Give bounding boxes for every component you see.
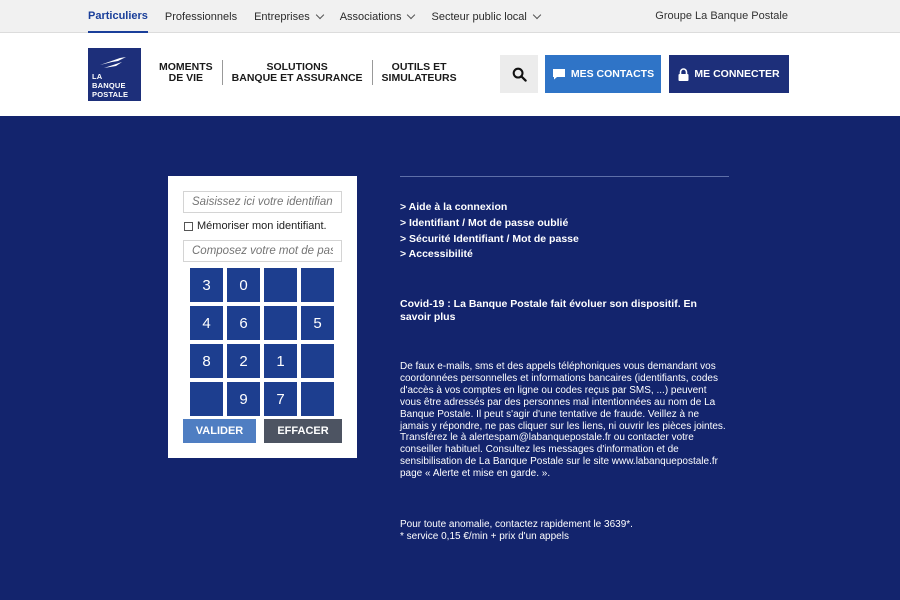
connect-button[interactable] [669, 55, 789, 93]
segment-label: Particuliers [88, 9, 148, 22]
keypad-key[interactable]: 0 [227, 268, 260, 302]
identifier-input[interactable] [183, 191, 342, 213]
keypad-key[interactable]: 7 [264, 382, 297, 416]
connect-label: ME CONNECTER [694, 68, 780, 80]
contacts-label: MES CONTACTS [570, 68, 655, 80]
keypad-key[interactable]: 1 [264, 344, 297, 378]
anomaly-line: Pour toute anomalie, contactez rapidement le 3639*. [400, 519, 633, 530]
section-divider [400, 176, 729, 177]
segment-label: Entreprises [254, 10, 310, 23]
top-bar [0, 0, 900, 33]
lock-icon [678, 68, 689, 81]
validate-button[interactable]: VALIDER [183, 419, 256, 443]
chevron-down-icon [315, 10, 323, 18]
nav-moments-de-vie[interactable]: MOMENTS DE VIE [159, 60, 213, 84]
logo-text: LA [92, 72, 103, 81]
segment-label: Secteur public local [431, 10, 527, 23]
search-icon [512, 67, 527, 82]
keypad-key[interactable] [301, 268, 334, 302]
anomaly-notice [400, 519, 730, 543]
help-link-oublie[interactable]: > Identifiant / Mot de passe oublié [400, 216, 569, 229]
keypad-key[interactable] [264, 268, 297, 302]
chevron-down-icon [407, 10, 415, 18]
clear-button[interactable]: EFFACER [264, 419, 342, 443]
help-link-securite[interactable]: > Sécurité Identifiant / Mot de passe [400, 232, 579, 245]
keypad-key[interactable]: 3 [190, 268, 223, 302]
site-header [0, 33, 900, 116]
fraud-warning: De faux e-mails, sms et des appels téléphoniques vous demandant vos coordonnées personnelles et informations bancaires (identifiants, codes d'accès à vos comptes en ligne ou codes reçus par SMS, ...) peuvent vous être adressés par des personnes mal intentionnées au nom de La Banque Postale. Il peut s'agir d'une tentative de fraude. Veillez à ne jamais y répondre, ne pas cliquer sur les liens, ni ouvrir les pièces jointes. Transférez le à alertespam@labanquepostale.fr ou contacter votre conseiller habituel. Consultez les messages d'information et de sensibilisation de La Banque Postale sur le site www.labanquepostale.fr page « Alerte et mise en garde. ». [400, 361, 726, 480]
logo[interactable] [88, 48, 141, 101]
nav-outils[interactable]: OUTILS ET SIMULATEURS [381, 60, 457, 84]
keypad-key[interactable]: 6 [227, 306, 260, 340]
keypad-key[interactable] [301, 382, 334, 416]
segment-professionnels[interactable] [165, 11, 237, 23]
help-link-accessibilite[interactable]: > Accessibilité [400, 248, 473, 261]
search-button[interactable] [500, 55, 538, 93]
contacts-button[interactable] [545, 55, 661, 93]
keypad-key[interactable]: 4 [190, 306, 223, 340]
main-nav [152, 60, 466, 85]
anomaly-footnote: * service 0,15 €/min + prix d'un appels [400, 531, 569, 542]
help-links [400, 200, 579, 263]
bird-logo-icon [98, 56, 128, 70]
segment-associations[interactable] [340, 11, 415, 23]
segment-label: Associations [339, 10, 402, 23]
segment-label: Professionnels [164, 10, 238, 23]
logo-text: BANQUE [92, 81, 126, 90]
remember-checkbox[interactable] [184, 222, 193, 231]
help-link-aide[interactable]: > Aide à la connexion [400, 201, 508, 213]
keypad-key[interactable]: 8 [190, 344, 223, 378]
remember-label: Mémoriser mon identifiant. [197, 220, 327, 232]
keypad-key[interactable] [264, 306, 297, 340]
segment-entreprises[interactable] [254, 11, 323, 23]
keypad-key[interactable]: 9 [227, 382, 260, 416]
segment-nav [88, 0, 557, 33]
virtual-keypad [190, 268, 334, 416]
login-card [168, 176, 357, 458]
chevron-down-icon [533, 10, 541, 18]
covid-notice[interactable]: Covid-19 : La Banque Postale fait évoluer son dispositif. En savoir plus [400, 298, 697, 323]
password-input[interactable] [183, 240, 342, 262]
keypad-key[interactable]: 5 [301, 306, 334, 340]
group-link[interactable]: Groupe La Banque Postale [655, 10, 788, 22]
keypad-key[interactable] [301, 344, 334, 378]
nav-solutions[interactable]: SOLUTIONS BANQUE ET ASSURANCE [231, 60, 363, 84]
segment-particuliers[interactable] [88, 0, 148, 33]
remember-me[interactable] [184, 220, 327, 232]
segment-secteur-public[interactable] [431, 11, 539, 23]
keypad-key[interactable]: 2 [227, 344, 260, 378]
chat-bubble-icon [552, 68, 566, 80]
keypad-key[interactable] [190, 382, 223, 416]
logo-text: POSTALE [92, 90, 129, 99]
